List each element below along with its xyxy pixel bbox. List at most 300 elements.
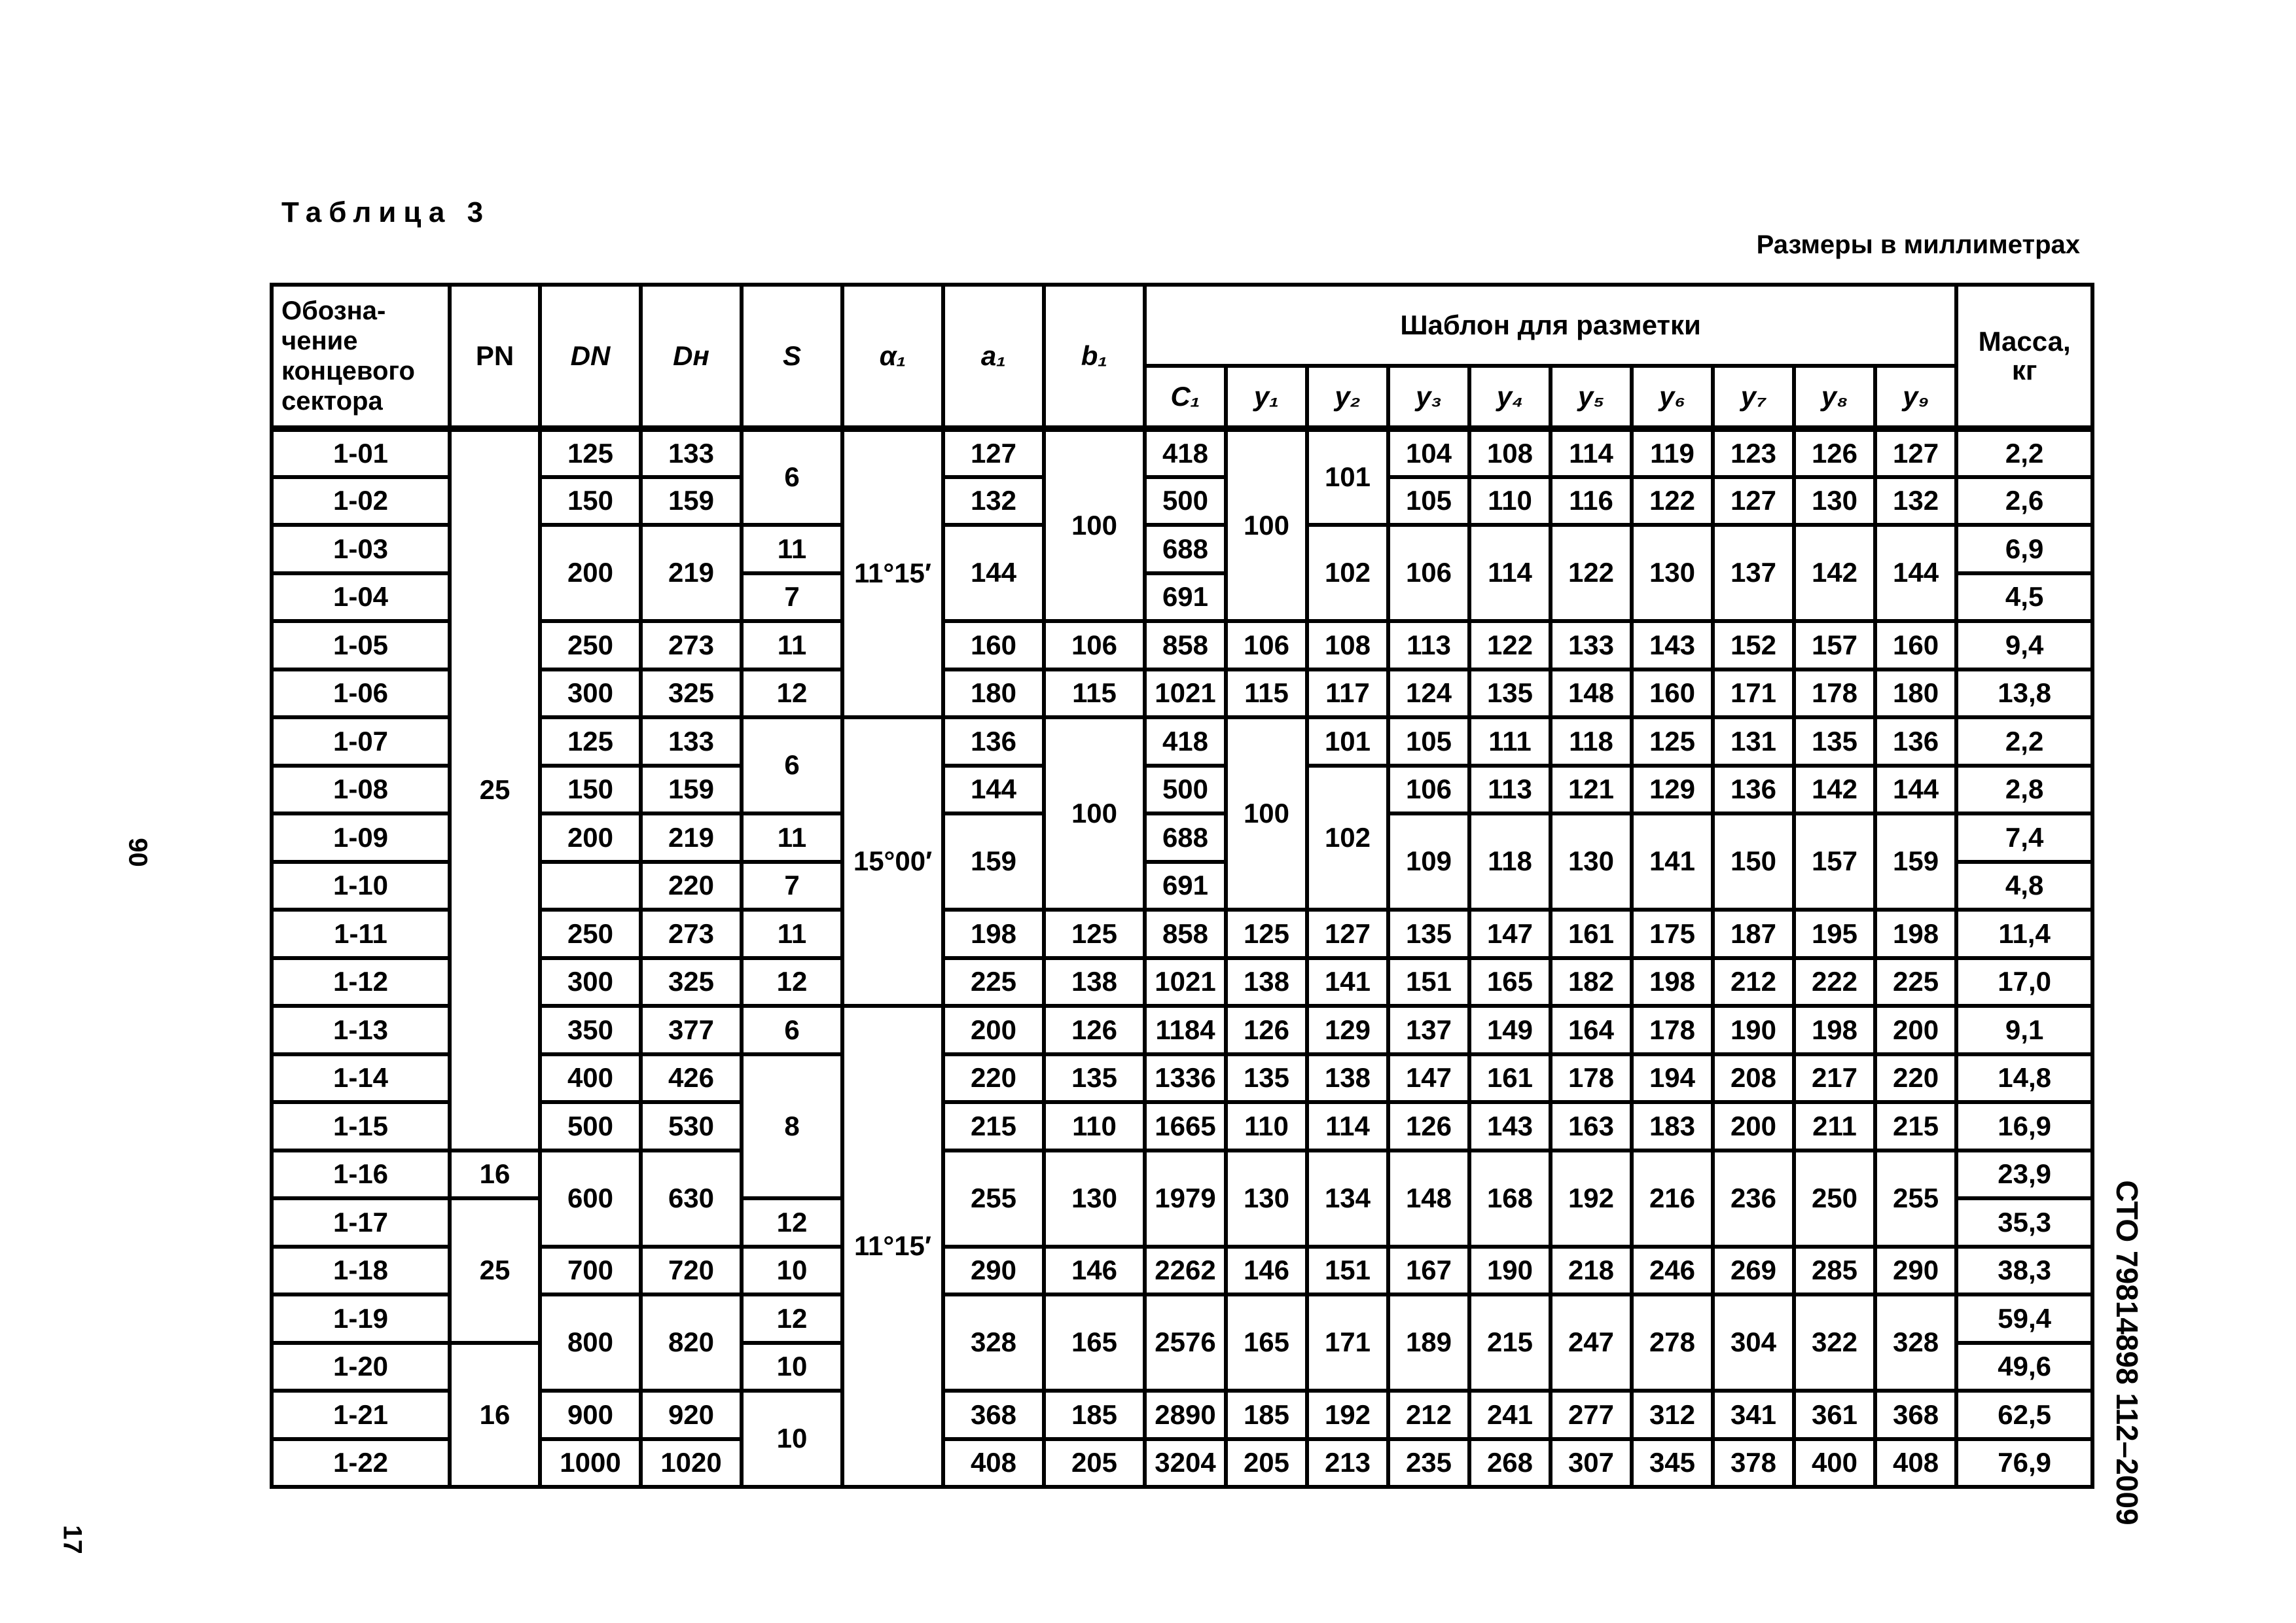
cell-designation: 1-20 (272, 1343, 450, 1391)
cell-mass: 23,9 (1956, 1150, 2092, 1199)
cell-designation: 1-09 (272, 813, 450, 862)
cell-dn: 200 (540, 813, 641, 862)
cell-y8: 211 (1794, 1102, 1875, 1150)
cell-y2: 134 (1307, 1150, 1388, 1247)
cell-a1: 225 (943, 958, 1044, 1007)
cell-y3: 135 (1388, 910, 1469, 958)
cell-y8: 400 (1794, 1439, 1875, 1488)
cell-pn: 25 (450, 1198, 540, 1343)
cell-c1: 500 (1145, 766, 1226, 814)
cell-designation: 1-13 (272, 1006, 450, 1054)
cell-y9: 198 (1875, 910, 1956, 958)
table-body (272, 429, 2092, 1487)
cell-y8: 217 (1794, 1054, 1875, 1103)
cell-designation: 1-06 (272, 669, 450, 718)
cell-b1: 135 (1044, 1054, 1145, 1103)
cell-y3: 189 (1388, 1294, 1469, 1391)
cell-y7: 378 (1713, 1439, 1794, 1488)
cell-y8: 157 (1794, 813, 1875, 910)
cell-s: 10 (742, 1247, 842, 1295)
cell-c1: 418 (1145, 429, 1226, 477)
cell-y7: 123 (1713, 429, 1794, 477)
cell-y9: 132 (1875, 477, 1956, 526)
header-designation (272, 285, 450, 429)
cell-c1: 688 (1145, 813, 1226, 862)
cell-y6: 119 (1632, 429, 1713, 477)
cell-y5: 277 (1551, 1391, 1632, 1439)
table-row (272, 958, 2092, 1007)
cell-y6: 141 (1632, 813, 1713, 910)
cell-y2: 192 (1307, 1391, 1388, 1439)
cell-y7: 212 (1713, 958, 1794, 1007)
header-y7: y₇ (1713, 366, 1794, 429)
cell-y7: 236 (1713, 1150, 1794, 1247)
cell-pn: 16 (450, 1343, 540, 1488)
cell-c1: 418 (1145, 717, 1226, 766)
cell-y4: 113 (1469, 766, 1551, 814)
cell-y8: 157 (1794, 621, 1875, 669)
table-row (272, 910, 2092, 958)
cell-designation: 1-16 (272, 1150, 450, 1199)
cell-a1: 328 (943, 1294, 1044, 1391)
cell-y6: 160 (1632, 669, 1713, 718)
header-s: S (742, 285, 842, 429)
cell-s: 10 (742, 1343, 842, 1391)
header-y8: y₈ (1794, 366, 1875, 429)
page-number-bottom: 17 (58, 1525, 87, 1554)
header-alpha1: α₁ (842, 285, 943, 429)
cell-y7: 187 (1713, 910, 1794, 958)
cell-y3: 147 (1388, 1054, 1469, 1103)
cell-y5: 130 (1551, 813, 1632, 910)
cell-y1: 185 (1226, 1391, 1307, 1439)
cell-b1: 110 (1044, 1102, 1145, 1150)
cell-c1: 691 (1145, 573, 1226, 622)
cell-y2: 213 (1307, 1439, 1388, 1488)
cell-mass: 7,4 (1956, 813, 2092, 862)
cell-y4: 110 (1469, 477, 1551, 526)
cell-c1: 1184 (1145, 1006, 1226, 1054)
cell-s: 11 (742, 813, 842, 862)
cell-c1: 688 (1145, 525, 1226, 573)
table-row (272, 621, 2092, 669)
cell-y9: 290 (1875, 1247, 1956, 1295)
cell-y1: 125 (1226, 910, 1307, 958)
cell-y3: 235 (1388, 1439, 1469, 1488)
cell-dh: 920 (641, 1391, 742, 1439)
cell-pn: 16 (450, 1150, 540, 1199)
cell-y8: 361 (1794, 1391, 1875, 1439)
cell-a1: 127 (943, 429, 1044, 477)
cell-y5: 218 (1551, 1247, 1632, 1295)
cell-alpha1: 11°15′ (842, 1006, 943, 1487)
cell-y8: 142 (1794, 525, 1875, 621)
table-row (272, 766, 2092, 814)
cell-dn (540, 862, 641, 910)
cell-y9: 215 (1875, 1102, 1956, 1150)
cell-y6: 246 (1632, 1247, 1713, 1295)
cell-designation: 1-04 (272, 573, 450, 622)
cell-y3: 167 (1388, 1247, 1469, 1295)
cell-y9: 255 (1875, 1150, 1956, 1247)
cell-dn: 250 (540, 910, 641, 958)
cell-designation: 1-07 (272, 717, 450, 766)
cell-c1: 1665 (1145, 1102, 1226, 1150)
cell-y9: 220 (1875, 1054, 1956, 1103)
cell-mass: 2,2 (1956, 717, 2092, 766)
cell-c1: 1021 (1145, 669, 1226, 718)
cell-mass: 76,9 (1956, 1439, 2092, 1488)
cell-dn: 150 (540, 477, 641, 526)
cell-dh: 273 (641, 910, 742, 958)
cell-c1: 858 (1145, 621, 1226, 669)
header-y5: y₅ (1551, 366, 1632, 429)
cell-a1: 144 (943, 525, 1044, 621)
header-dn: DN (540, 285, 641, 429)
cell-y8: 222 (1794, 958, 1875, 1007)
cell-mass: 11,4 (1956, 910, 2092, 958)
cell-pn: 25 (450, 429, 540, 1150)
cell-y4: 108 (1469, 429, 1551, 477)
cell-y7: 152 (1713, 621, 1794, 669)
cell-y7: 171 (1713, 669, 1794, 718)
cell-s: 11 (742, 621, 842, 669)
cell-y2: 127 (1307, 910, 1388, 958)
cell-c1: 1021 (1145, 958, 1226, 1007)
cell-dh: 530 (641, 1102, 742, 1150)
cell-a1: 220 (943, 1054, 1044, 1103)
header-y4: y₄ (1469, 366, 1551, 429)
table-row (272, 477, 2092, 526)
cell-y6: 129 (1632, 766, 1713, 814)
cell-y2: 141 (1307, 958, 1388, 1007)
cell-dn: 500 (540, 1102, 641, 1150)
cell-y7: 208 (1713, 1054, 1794, 1103)
cell-y6: 183 (1632, 1102, 1713, 1150)
cell-y7: 190 (1713, 1006, 1794, 1054)
cell-s: 11 (742, 910, 842, 958)
header-designation-text: Обозна- чение концевого сектора (281, 296, 415, 416)
cell-y1: 205 (1226, 1439, 1307, 1488)
cell-dn: 200 (540, 525, 641, 621)
header-y3: y₃ (1388, 366, 1469, 429)
cell-b1: 100 (1044, 717, 1145, 910)
cell-c1: 2262 (1145, 1247, 1226, 1295)
cell-y9: 160 (1875, 621, 1956, 669)
cell-designation: 1-22 (272, 1439, 450, 1488)
cell-a1: 132 (943, 477, 1044, 526)
cell-a1: 159 (943, 813, 1044, 910)
cell-y3: 105 (1388, 477, 1469, 526)
cell-dn: 150 (540, 766, 641, 814)
cell-y5: 247 (1551, 1294, 1632, 1391)
cell-y6: 130 (1632, 525, 1713, 621)
cell-y4: 114 (1469, 525, 1551, 621)
cell-a1: 180 (943, 669, 1044, 718)
table-row (272, 429, 2092, 477)
table-row (272, 813, 2092, 862)
cell-c1: 500 (1145, 477, 1226, 526)
cell-y6: 125 (1632, 717, 1713, 766)
cell-y3: 109 (1388, 813, 1469, 910)
cell-y5: 163 (1551, 1102, 1632, 1150)
cell-y7: 150 (1713, 813, 1794, 910)
document-code: СТО 79814898 112–2009 (2110, 1180, 2144, 1525)
cell-y3: 148 (1388, 1150, 1469, 1247)
cell-dn: 600 (540, 1150, 641, 1247)
cell-mass: 16,9 (1956, 1102, 2092, 1150)
cell-y3: 151 (1388, 958, 1469, 1007)
cell-c1: 3204 (1145, 1439, 1226, 1488)
table-row (272, 1439, 2092, 1488)
cell-designation: 1-01 (272, 429, 450, 477)
cell-y2: 101 (1307, 429, 1388, 525)
cell-y3: 105 (1388, 717, 1469, 766)
cell-y1: 115 (1226, 669, 1307, 718)
cell-y8: 130 (1794, 477, 1875, 526)
cell-b1: 125 (1044, 910, 1145, 958)
cell-mass: 59,4 (1956, 1294, 2092, 1343)
header-y6: y₆ (1632, 366, 1713, 429)
cell-mass: 4,5 (1956, 573, 2092, 622)
cell-y9: 180 (1875, 669, 1956, 718)
cell-y8: 126 (1794, 429, 1875, 477)
cell-b1: 126 (1044, 1006, 1145, 1054)
table-row (272, 525, 2092, 573)
cell-y4: 135 (1469, 669, 1551, 718)
cell-mass: 13,8 (1956, 669, 2092, 718)
cell-y3: 124 (1388, 669, 1469, 718)
cell-dh: 159 (641, 766, 742, 814)
cell-y7: 304 (1713, 1294, 1794, 1391)
cell-dh: 720 (641, 1247, 742, 1295)
cell-y8: 178 (1794, 669, 1875, 718)
cell-mass: 2,8 (1956, 766, 2092, 814)
cell-s: 12 (742, 1294, 842, 1343)
cell-y8: 322 (1794, 1294, 1875, 1391)
cell-y4: 111 (1469, 717, 1551, 766)
cell-y2: 108 (1307, 621, 1388, 669)
header-c1: C₁ (1145, 366, 1226, 429)
cell-designation: 1-10 (272, 862, 450, 910)
cell-y7: 269 (1713, 1247, 1794, 1295)
cell-y1: 126 (1226, 1006, 1307, 1054)
cell-designation: 1-05 (272, 621, 450, 669)
cell-y9: 144 (1875, 766, 1956, 814)
cell-dn: 350 (540, 1006, 641, 1054)
cell-s: 6 (742, 717, 842, 813)
cell-dn: 1000 (540, 1439, 641, 1488)
cell-c1: 1336 (1145, 1054, 1226, 1103)
cell-y4: 147 (1469, 910, 1551, 958)
cell-y7: 131 (1713, 717, 1794, 766)
cell-s: 7 (742, 573, 842, 622)
cell-y3: 106 (1388, 525, 1469, 621)
cell-s: 6 (742, 429, 842, 525)
cell-y1: 165 (1226, 1294, 1307, 1391)
cell-y9: 408 (1875, 1439, 1956, 1488)
cell-y6: 278 (1632, 1294, 1713, 1391)
cell-dh: 219 (641, 525, 742, 621)
cell-a1: 198 (943, 910, 1044, 958)
header-dh: Dн (641, 285, 742, 429)
table-row (272, 1247, 2092, 1295)
cell-dh: 133 (641, 717, 742, 766)
header-b1: b₁ (1044, 285, 1145, 429)
cell-dn: 400 (540, 1054, 641, 1103)
cell-y4: 118 (1469, 813, 1551, 910)
cell-y9: 225 (1875, 958, 1956, 1007)
cell-y6: 178 (1632, 1006, 1713, 1054)
cell-y6: 312 (1632, 1391, 1713, 1439)
cell-dn: 125 (540, 717, 641, 766)
cell-y9: 127 (1875, 429, 1956, 477)
header-a1: a₁ (943, 285, 1044, 429)
table-row (272, 669, 2092, 718)
cell-dh: 273 (641, 621, 742, 669)
cell-dh: 325 (641, 958, 742, 1007)
cell-b1: 106 (1044, 621, 1145, 669)
cell-y8: 198 (1794, 1006, 1875, 1054)
cell-a1: 136 (943, 717, 1044, 766)
cell-a1: 215 (943, 1102, 1044, 1150)
cell-mass: 17,0 (1956, 958, 2092, 1007)
cell-dn: 900 (540, 1391, 641, 1439)
cell-y5: 192 (1551, 1150, 1632, 1247)
cell-y6: 194 (1632, 1054, 1713, 1103)
cell-designation: 1-18 (272, 1247, 450, 1295)
header-y1: y₁ (1226, 366, 1307, 429)
cell-dh: 220 (641, 862, 742, 910)
cell-dh: 377 (641, 1006, 742, 1054)
cell-a1: 160 (943, 621, 1044, 669)
cell-y2: 151 (1307, 1247, 1388, 1295)
cell-y6: 143 (1632, 621, 1713, 669)
cell-y6: 216 (1632, 1150, 1713, 1247)
cell-a1: 408 (943, 1439, 1044, 1488)
cell-dh: 219 (641, 813, 742, 862)
cell-s: 8 (742, 1054, 842, 1199)
cell-b1: 165 (1044, 1294, 1145, 1391)
cell-y4: 241 (1469, 1391, 1551, 1439)
cell-mass: 9,1 (1956, 1006, 2092, 1054)
cell-y3: 104 (1388, 429, 1469, 477)
cell-y5: 122 (1551, 525, 1632, 621)
cell-s: 12 (742, 958, 842, 1007)
cell-y3: 212 (1388, 1391, 1469, 1439)
table-row (272, 1102, 2092, 1150)
cell-y8: 142 (1794, 766, 1875, 814)
cell-dh: 325 (641, 669, 742, 718)
cell-mass: 2,2 (1956, 429, 2092, 477)
cell-s: 6 (742, 1006, 842, 1054)
cell-y5: 133 (1551, 621, 1632, 669)
cell-y8: 250 (1794, 1150, 1875, 1247)
units-note: Размеры в миллиметрах (1756, 230, 2080, 259)
cell-s: 10 (742, 1391, 842, 1487)
header-y2: y₂ (1307, 366, 1388, 429)
cell-dh: 630 (641, 1150, 742, 1247)
cell-a1: 255 (943, 1150, 1044, 1247)
cell-mass: 14,8 (1956, 1054, 2092, 1103)
cell-y1: 146 (1226, 1247, 1307, 1295)
header-y9: y₉ (1875, 366, 1956, 429)
cell-c1: 858 (1145, 910, 1226, 958)
cell-y9: 136 (1875, 717, 1956, 766)
cell-mass: 9,4 (1956, 621, 2092, 669)
cell-y5: 161 (1551, 910, 1632, 958)
cell-designation: 1-21 (272, 1391, 450, 1439)
cell-y9: 144 (1875, 525, 1956, 621)
cell-y3: 106 (1388, 766, 1469, 814)
cell-a1: 144 (943, 766, 1044, 814)
cell-b1: 146 (1044, 1247, 1145, 1295)
header-pn: PN (450, 285, 540, 429)
table-row (272, 1054, 2092, 1103)
cell-y4: 168 (1469, 1150, 1551, 1247)
cell-dh: 1020 (641, 1439, 742, 1488)
cell-y5: 121 (1551, 766, 1632, 814)
cell-y2: 102 (1307, 525, 1388, 621)
cell-mass: 49,6 (1956, 1343, 2092, 1391)
cell-y5: 114 (1551, 429, 1632, 477)
cell-dh: 159 (641, 477, 742, 526)
cell-y5: 164 (1551, 1006, 1632, 1054)
header-mass (1956, 285, 2092, 429)
cell-y4: 165 (1469, 958, 1551, 1007)
cell-dn: 250 (540, 621, 641, 669)
table-row (272, 1391, 2092, 1439)
cell-y4: 122 (1469, 621, 1551, 669)
cell-y2: 138 (1307, 1054, 1388, 1103)
cell-y8: 135 (1794, 717, 1875, 766)
cell-dn: 700 (540, 1247, 641, 1295)
cell-s: 7 (742, 862, 842, 910)
cell-s: 12 (742, 1198, 842, 1247)
cell-y9: 159 (1875, 813, 1956, 910)
cell-designation: 1-19 (272, 1294, 450, 1343)
cell-y1: 106 (1226, 621, 1307, 669)
cell-dh: 426 (641, 1054, 742, 1103)
cell-designation: 1-14 (272, 1054, 450, 1103)
cell-y1: 100 (1226, 429, 1307, 621)
cell-dn: 300 (540, 669, 641, 718)
table-row (272, 1294, 2092, 1343)
cell-y7: 137 (1713, 525, 1794, 621)
cell-designation: 1-17 (272, 1198, 450, 1247)
cell-y5: 307 (1551, 1439, 1632, 1488)
table-row (272, 1150, 2092, 1199)
cell-y5: 148 (1551, 669, 1632, 718)
cell-alpha1: 15°00′ (842, 717, 943, 1006)
cell-y2: 114 (1307, 1102, 1388, 1150)
cell-y6: 175 (1632, 910, 1713, 958)
cell-a1: 290 (943, 1247, 1044, 1295)
cell-alpha1: 11°15′ (842, 429, 943, 717)
page-number-top: 90 (123, 838, 152, 867)
cell-designation: 1-12 (272, 958, 450, 1007)
cell-y2: 171 (1307, 1294, 1388, 1391)
cell-y2: 117 (1307, 669, 1388, 718)
cell-y4: 268 (1469, 1439, 1551, 1488)
cell-y9: 328 (1875, 1294, 1956, 1391)
cell-y5: 182 (1551, 958, 1632, 1007)
cell-y4: 143 (1469, 1102, 1551, 1150)
dimensions-table (270, 283, 2094, 1489)
header-template: Шаблон для разметки (1145, 285, 1956, 366)
cell-y1: 110 (1226, 1102, 1307, 1150)
cell-c1: 2576 (1145, 1294, 1226, 1391)
